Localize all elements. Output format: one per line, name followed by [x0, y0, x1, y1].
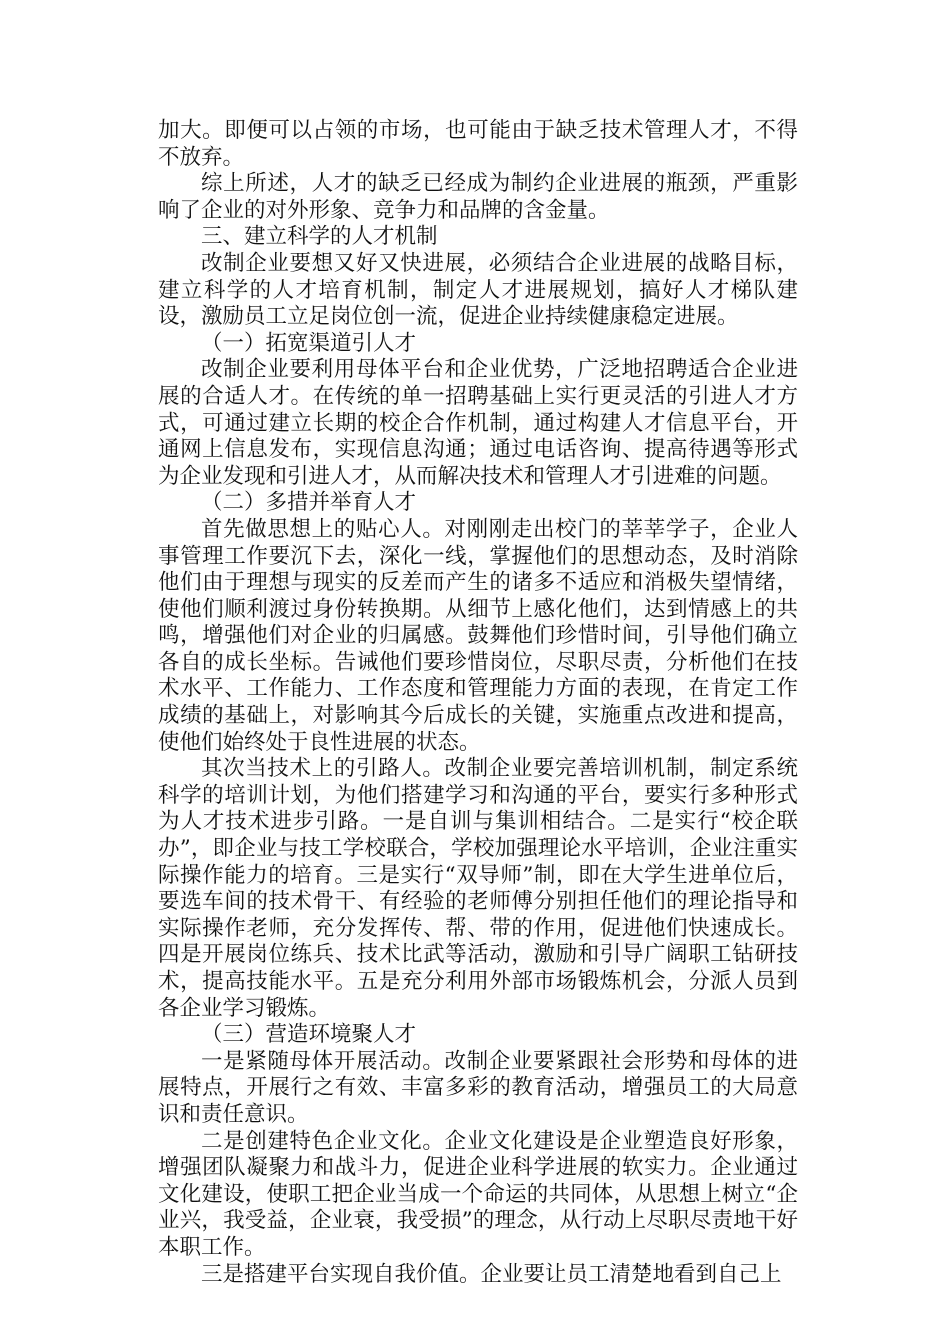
document-body: [158, 118, 798, 1288]
paragraph-recruit: 改制企业要利用母体平台和企业优势，广泛地招聘适合企业进展的合适人才。在传统的单一招聘基础上实行更灵活的引进人才方式，可通过建立长期的校企合作机制，通过构建人才信息平台，开通网上信息发布，实现信息沟通；通过电话咨询、提高待遇等形式为企业发现和引进人才，从而解决技术和管理人才引进难的问题。: [158, 357, 798, 489]
paragraph-platform: 三是搭建平台实现自我价值。企业要让员工清楚地看到自己上: [201, 1261, 782, 1287]
paragraph-culture: 二是创建特色企业文化。企业文化建设是企业塑造良好形象，增强团队凝聚力和战斗力，促进企业科学进展的软实力。企业通过文化建设，使职工把企业当成一个命运的共同体，从思想上树立“企业兴，我受益，企业衰，我受损”的理念，从行动上尽职尽责地干好本职工作。: [158, 1128, 798, 1260]
paragraph-activities: 一是紧随母体开展活动。改制企业要紧跟社会形势和母体的进展特点，开展行之有效、丰富多彩的教育活动，增强员工的大局意识和责任意识。: [158, 1048, 798, 1127]
paragraph-mentor: 首先做思想上的贴心人。对刚刚走出校门的莘莘学子，企业人事管理工作要沉下去，深化一线，掌握他们的思想动态，及时消除他们由于理想与现实的反差而产生的诸多不适应和消极失望情绪，使他们顺利渡过身份转换期。从细节上感化他们，达到情感上的共鸣，增强他们对企业的归属感。鼓舞他们珍惜时间，引导他们确立各自的成长坐标。告诫他们要珍惜岗位，尽职尽责，分析他们在技术水平、工作能力、工作态度和管理能力方面的表现，在肯定工作成绩的基础上，对影响其今后成长的关键，实施重点改进和提高，使他们始终处于良性进展的状态。: [158, 516, 798, 755]
paragraph-continued: 加大。即便可以占领的市场，也可能由于缺乏技术管理人才，不得不放弃。: [158, 118, 798, 170]
paragraph-section-3-intro: 改制企业要想又好又快进展，必须结合企业进展的战略目标，建立科学的人才培育机制，制定人才进展规划，搞好人才梯队建设，激励员工立足岗位创一流，促进企业持续健康稳定进展。: [158, 250, 798, 330]
section-heading-3: 三、建立科学的人才机制: [201, 224, 438, 250]
subsection-heading-1: （一）拓宽渠道引人才: [201, 330, 417, 356]
subsection-heading-3: （三）营造环境聚人才: [201, 1022, 417, 1048]
paragraph-summary: 综上所述，人才的缺乏已经成为制约企业进展的瓶颈，严重影响了企业的对外形象、竞争力和品牌的含金量。: [158, 171, 798, 223]
subsection-heading-2: （二）多措并举育人才: [201, 490, 417, 516]
paragraph-technical-guide: 其次当技术上的引路人。改制企业要完善培训机制，制定系统科学的培训计划，为他们搭建学习和沟通的平台，要实行多种形式为人才技术进步引路。一是自训与集训相结合。二是实行“校企联办”，即企业与技工学校联合，学校加强理论水平培训，企业注重实际操作能力的培育。三是实行“双导师”制，即在大学生进单位后，要选车间的技术骨干、有经验的老师傅分别担任他们的理论指导和实际操作老师，充分发挥传、帮、带的作用，促进他们快速成长。四是开展岗位练兵、技术比武等活动，激励和引导广阔职工钻研技术，提高技能水平。五是充分利用外部市场锻炼机会，分派人员到各企业学习锻炼。: [158, 756, 798, 1021]
